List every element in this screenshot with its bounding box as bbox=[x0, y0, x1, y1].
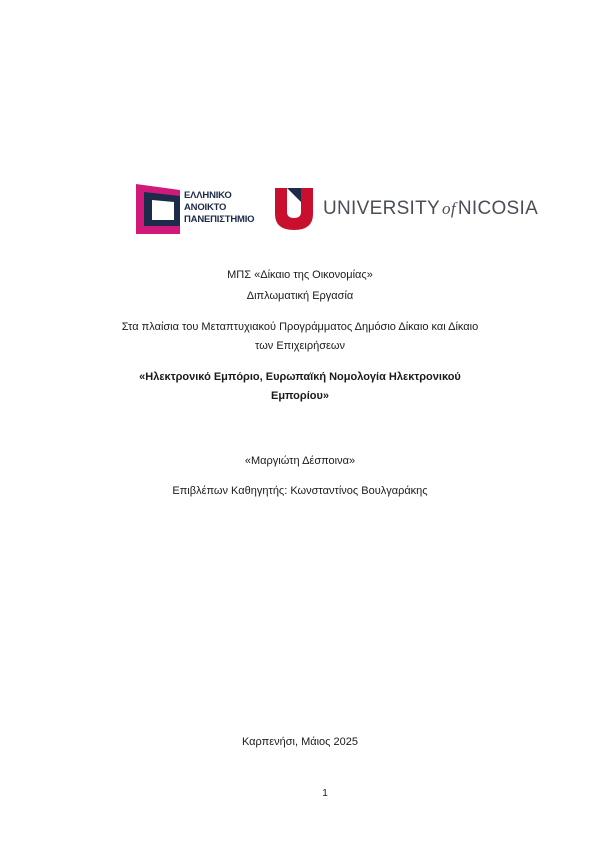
eap-emblem-icon bbox=[136, 184, 180, 234]
unic-wordmark bbox=[323, 198, 538, 220]
eap-logo-line-2: ΑΝΟΙΚΤΟ bbox=[184, 202, 227, 213]
unic-word-nicosia: NICOSIA bbox=[457, 198, 539, 219]
place-date: Καρπενήσι, Μάιος 2025 bbox=[241, 736, 359, 748]
eap-logo bbox=[136, 184, 261, 234]
eap-logo-line-3: ΠΑΝΕΠΙΣΤΗΜΙΟ bbox=[184, 214, 255, 225]
eap-logo-text bbox=[184, 190, 254, 226]
unic-word-university: UNIVERSITY bbox=[323, 198, 441, 219]
program-name: ΜΠΣ «Δίκαιο της Οικονομίας» bbox=[227, 269, 373, 281]
unic-logo bbox=[275, 186, 539, 232]
author-name: «Μαργιώτη Δέσποινα» bbox=[244, 455, 356, 467]
context-line-1: Στα πλαίσια του Μεταπτυχιακού Προγράμματος Δημόσιο Δίκαιο και Δίκαιο bbox=[121, 321, 479, 333]
supervisor: Επιβλέπων Καθηγητής: Κωνσταντίνος Βουλγαράκης bbox=[172, 485, 428, 497]
eap-logo-line-1: ΕΛΛΗΝΙΚΟ bbox=[184, 190, 232, 201]
context-line-2: των Επιχειρήσεων bbox=[255, 340, 345, 352]
page-number: 1 bbox=[322, 788, 328, 799]
thesis-title-line-2: Εμπορίου» bbox=[270, 390, 329, 402]
unic-word-of: of bbox=[442, 199, 456, 218]
logo-bar bbox=[0, 184, 600, 234]
thesis-title-line-1: «Ηλεκτρονικό Εμπόριο, Ευρωπαϊκή Νομολογία Ηλεκτρονικού bbox=[139, 371, 461, 383]
unic-shield-icon bbox=[275, 188, 313, 230]
document-type: Διπλωματική Εργασία bbox=[246, 290, 354, 302]
